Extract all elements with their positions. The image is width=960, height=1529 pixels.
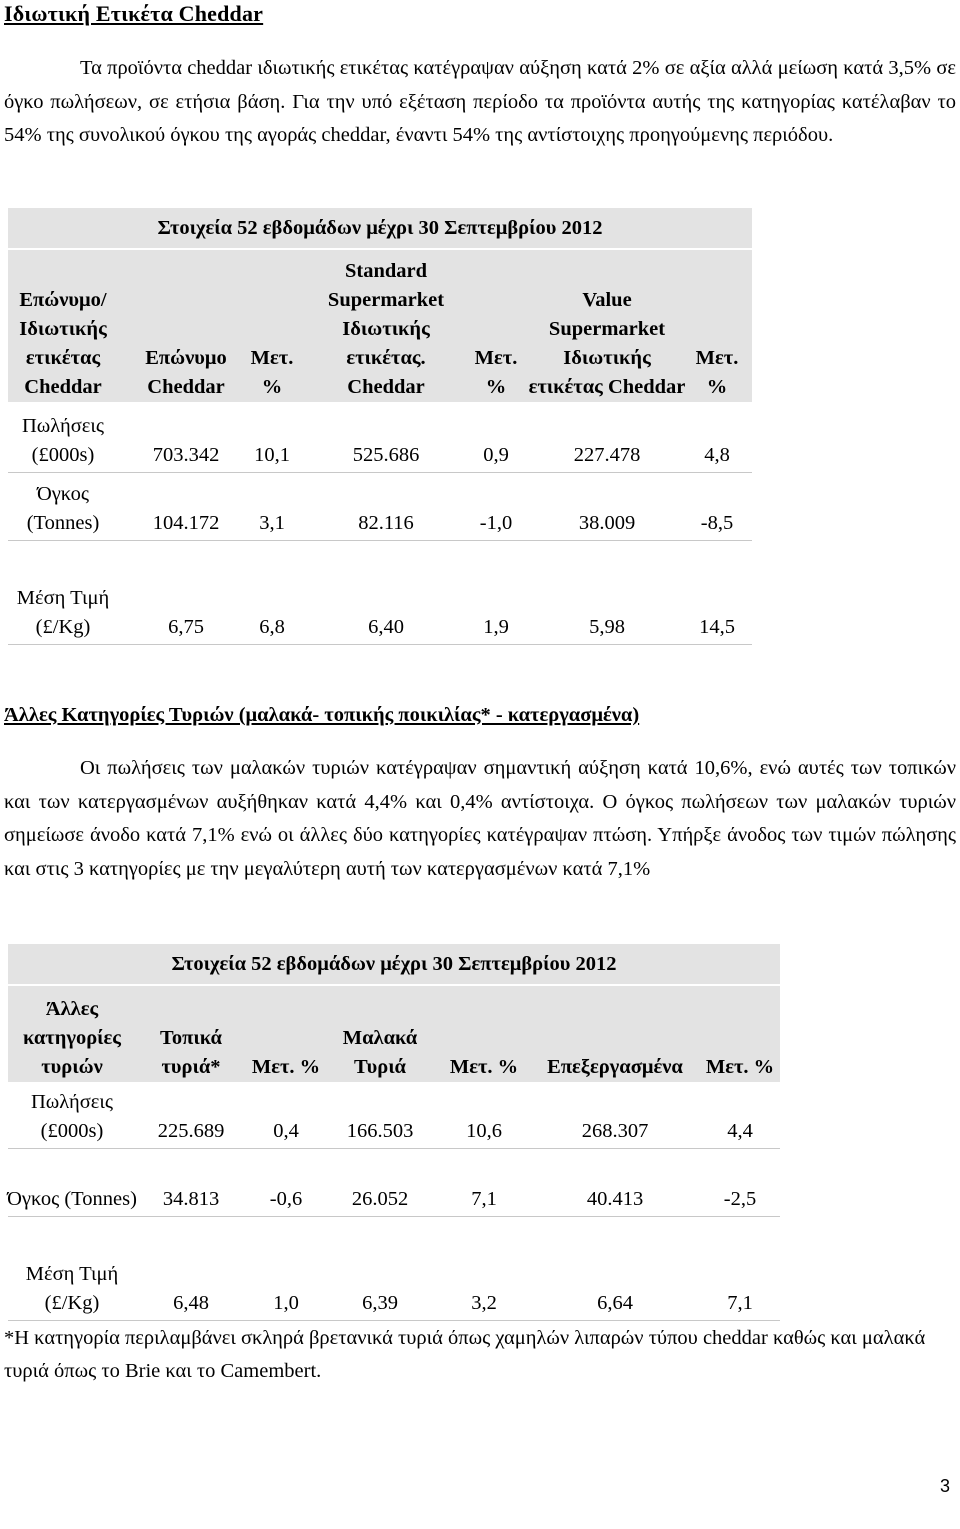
table-cell: 7,1 — [471, 1188, 497, 1210]
table-header-cell: Standard Supermarket Ιδιωτικής ετικέτας. Cheddar — [327, 260, 445, 398]
table-cell: 6,40 — [368, 616, 404, 638]
table-cell: 40.413 — [586, 1188, 644, 1210]
table-cell: 82.116 — [358, 512, 414, 534]
table-header-cell: Επεξεργασμένα — [547, 1056, 683, 1078]
table-cell: 0,4 — [273, 1120, 299, 1142]
table-cell: 6,8 — [259, 616, 285, 638]
table-cell: 38.009 — [578, 512, 636, 534]
table-cell: 6,64 — [597, 1292, 633, 1314]
table-header-cell: Μετ. % — [705, 1056, 775, 1078]
table-cell: 268.307 — [581, 1120, 649, 1142]
table-header-cell: Μετ. % — [251, 1056, 321, 1078]
table-header-cell: Επώνυμο Cheddar — [145, 347, 227, 398]
table-cell: -0,6 — [269, 1188, 303, 1210]
row-divider — [8, 644, 752, 645]
table-cell: 3,2 — [471, 1292, 497, 1314]
section-title-other-cheese: Άλλες Κατηγορίες Τυριών (μαλακά- τοπικής ποικιλίας* - κατεργασμένα) — [4, 704, 640, 726]
row-divider — [8, 1148, 780, 1149]
table-cell: 166.503 — [346, 1120, 414, 1142]
row-label: Πωλήσεις (£000s) — [30, 1091, 114, 1142]
section-title-private-label-cheddar: Ιδιωτική Ετικέτα Cheddar — [4, 1, 264, 26]
table-cell: 0,9 — [483, 444, 509, 466]
page-number: 3 — [940, 1476, 951, 1496]
table-cell: -1,0 — [479, 512, 513, 534]
table-cell: -8,5 — [700, 512, 734, 534]
paragraph-private-label: Τα προϊόντα cheddar ιδιωτικής ετικέτας κατέγραψαν αύξηση κατά 2% σε αξία αλλά μείωση κατά 3,5% σε όγκο πωλήσεων, σε ετήσια βάση. Για την υπό εξέταση περίοδο τα προϊόντα αυτής της κατηγορίας κατέλαβαν το 54% της συνολικού όγκου της αγοράς cheddar, έναντι 54% της αντίστοιχης προηγούμενης περιόδου. — [4, 57, 956, 146]
row-divider — [8, 540, 752, 541]
table-header-cell: Επώνυμο/ Ιδιωτικής ετικέτας Cheddar — [19, 289, 107, 398]
table-header-cell: Άλλες κατηγορίες τυριών — [23, 998, 121, 1078]
table-header-cell: Μετ. % — [695, 347, 739, 398]
table-header-cell: Τοπικά τυριά* — [160, 1027, 222, 1078]
table1-caption: Στοιχεία 52 εβδομάδων μέχρι 30 Σεπτεμβρίου 2012 — [8, 208, 752, 248]
table-cell: 14,5 — [699, 616, 735, 638]
table2-caption: Στοιχεία 52 εβδομάδων μέχρι 30 Σεπτεμβρίου 2012 — [8, 944, 780, 984]
table-cell: 1,0 — [273, 1292, 299, 1314]
row-label: Όγκος (Tonnes) — [26, 483, 100, 534]
row-divider — [8, 1320, 780, 1321]
table-cell: 227.478 — [573, 444, 641, 466]
table-cell: 6,39 — [362, 1292, 398, 1314]
table-cell: 104.172 — [152, 512, 220, 534]
table-header-cell: Μετ. % — [250, 347, 294, 398]
table-cell: 4,8 — [704, 444, 730, 466]
table-header-cell: Value Supermarket Ιδιωτικής ετικέτας Cheddar — [528, 289, 686, 398]
table-cell: 26.052 — [351, 1188, 409, 1210]
table-cell: 10,6 — [466, 1120, 502, 1142]
table-cell: 703.342 — [152, 444, 220, 466]
table-cell: 6,48 — [173, 1292, 209, 1314]
footnote: *Η κατηγορία περιλαμβάνει σκληρά βρετανικά τυριά όπως χαμηλών λιπαρών τύπου cheddar καθώς και μαλακά τυριά όπως το Brie και το Camembert. — [4, 1327, 926, 1382]
table-cell: 225.689 — [157, 1120, 225, 1142]
table-header-cell: Μετ. % — [474, 347, 518, 398]
table-cell: -2,5 — [723, 1188, 757, 1210]
paragraph-other-cheese: Οι πωλήσεις των μαλακών τυριών κατέγραψαν σημαντική αύξηση κατά 10,6%, ενώ αυτές των τοπικών και των κατεργασμένων αυξήθηκαν κατά 4,4% και 0,4% αντίστοιχα. Ο όγκος πωλήσεων των μαλακών τυριών σημείωσε άνοδο κατά 7,1% ενώ οι άλλες δύο κατηγορίες κατέγραψαν πτώση. Υπήρξε άνοδος των τιμών πώλησης και στις 3 κατηγορίες με την μεγαλύτερη αυτή των κατεργασμένων κατά 7,1% — [4, 757, 956, 880]
table-cell: 4,4 — [727, 1120, 753, 1142]
row-divider — [8, 1216, 780, 1217]
row-label: Μέση Τιμή (£/Kg) — [16, 587, 110, 638]
row-divider — [8, 472, 752, 473]
row-label: Μέση Τιμή (£/Kg) — [25, 1263, 119, 1314]
row-label: Πωλήσεις (£000s) — [21, 415, 105, 466]
table-header-cell: Μαλακά Τυριά — [342, 1027, 418, 1078]
row-label: Όγκος (Tonnes) — [7, 1188, 137, 1210]
table-cell: 34.813 — [162, 1188, 220, 1210]
table-cell: 3,1 — [259, 512, 285, 534]
table-cell: 7,1 — [727, 1292, 753, 1314]
table-cell: 1,9 — [483, 616, 509, 638]
table-cell: 6,75 — [168, 616, 204, 638]
table-cell: 525.686 — [352, 444, 420, 466]
table-header-cell: Μετ. % — [449, 1056, 519, 1078]
table-cell: 10,1 — [254, 444, 290, 466]
table-cell: 5,98 — [589, 616, 625, 638]
